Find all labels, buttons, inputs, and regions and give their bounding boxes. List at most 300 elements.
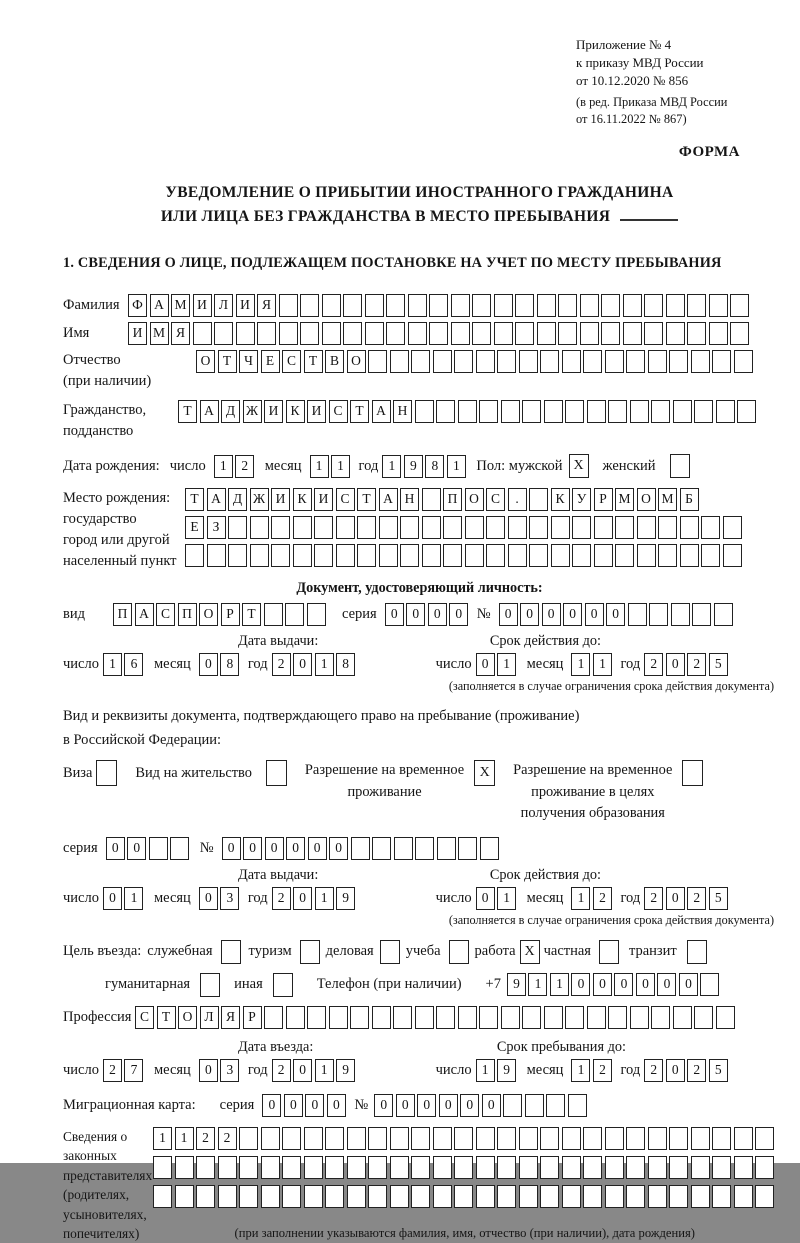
form-cell: 0 (476, 653, 495, 676)
purpose-transit-checkbox (687, 940, 707, 964)
form-cell (583, 1185, 602, 1208)
form-cell (365, 322, 384, 345)
day-word: число (435, 1061, 472, 1078)
form-cell (465, 544, 484, 567)
patronymic-cells (196, 350, 755, 373)
form-cell: 1 (571, 887, 590, 910)
form-cell: 0 (199, 1059, 218, 1082)
form-cell: 1 (550, 973, 569, 996)
form-cell (529, 488, 548, 511)
doc-valid-month-cells (571, 653, 614, 676)
form-cell: 9 (497, 1059, 516, 1082)
form-cell: 2 (593, 1059, 612, 1082)
form-cell (307, 1006, 326, 1029)
form-cell (658, 544, 677, 567)
form-cell (170, 837, 189, 860)
form-cell (734, 1185, 753, 1208)
form-cell: 0 (563, 603, 582, 626)
form-cell (368, 1185, 387, 1208)
form-cell (394, 837, 413, 860)
form-cell: 2 (644, 887, 663, 910)
form-cell: Я (257, 294, 276, 317)
form-cell (408, 322, 427, 345)
form-cell (415, 400, 434, 423)
form-cell (451, 294, 470, 317)
form-cell (261, 1185, 280, 1208)
form-cell: 0 (499, 603, 518, 626)
form-cell (390, 1156, 409, 1179)
form-cell: 2 (272, 887, 291, 910)
form-cell: 1 (175, 1127, 194, 1150)
form-cell (519, 1127, 538, 1150)
form-cell (615, 516, 634, 539)
form-cell: 0 (406, 603, 425, 626)
form-cell: 0 (482, 1094, 501, 1117)
purpose-tourism-label: туризм (248, 943, 292, 960)
month-word: месяц (526, 1061, 564, 1078)
form-cell: Н (400, 488, 419, 511)
form-cell: Т (357, 488, 376, 511)
year-word: год (358, 457, 379, 474)
form-cell (415, 837, 434, 860)
form-cell: А (135, 603, 154, 626)
form-cell (623, 294, 642, 317)
form-cell (565, 400, 584, 423)
purpose-business-label: деловая (325, 943, 374, 960)
form-cell (479, 400, 498, 423)
form-cell (497, 1156, 516, 1179)
form-cell (408, 294, 427, 317)
form-cell (587, 400, 606, 423)
form-cell: 0 (439, 1094, 458, 1117)
form-cell: 2 (272, 1059, 291, 1082)
entry-purpose-label: Цель въезда: (63, 943, 142, 960)
form-cell (497, 1127, 516, 1150)
form-cell: 0 (585, 603, 604, 626)
form-cell (282, 1185, 301, 1208)
form-cell (153, 1156, 172, 1179)
temp-residence-checkbox: X (474, 760, 495, 786)
form-cell (666, 294, 685, 317)
birthplace-row2-cells (185, 516, 744, 539)
form-cell: 1 (382, 455, 401, 478)
doc-valid-day-cells (476, 653, 519, 676)
form-cell (433, 1185, 452, 1208)
form-cell: 2 (687, 653, 706, 676)
form-cell: И (307, 400, 326, 423)
form-cell (443, 516, 462, 539)
form-cell: 0 (374, 1094, 393, 1117)
form-cell: 1 (315, 653, 334, 676)
form-cell: 0 (103, 887, 122, 910)
form-cell (386, 322, 405, 345)
entry-date-heading: Дата въезда: (238, 1038, 314, 1055)
form-cell: 0 (614, 973, 633, 996)
given-name-cells (128, 322, 752, 345)
form-cell (443, 544, 462, 567)
form-cell: 0 (293, 1059, 312, 1082)
permit-valid-until-heading: Срок действия до: (489, 866, 601, 883)
form-cell: 0 (262, 1094, 281, 1117)
form-cell: И (236, 294, 255, 317)
form-cell: 2 (644, 653, 663, 676)
form-cell (293, 544, 312, 567)
residence-doc-options (63, 760, 776, 825)
month-word: месяц (526, 889, 564, 906)
form-cell (519, 1156, 538, 1179)
form-cell (479, 1006, 498, 1029)
form-cell (325, 1185, 344, 1208)
form-cell (271, 544, 290, 567)
annex-line: Приложение № 4 (576, 37, 672, 52)
form-cell: 0 (657, 973, 676, 996)
form-cell (239, 1185, 258, 1208)
form-cell: А (207, 488, 226, 511)
form-cell (476, 1156, 495, 1179)
form-cell (755, 1185, 774, 1208)
form-cell (587, 1006, 606, 1029)
form-cell (379, 544, 398, 567)
form-cell (422, 544, 441, 567)
form-cell (458, 1006, 477, 1029)
form-cell (472, 294, 491, 317)
form-cell: Я (171, 322, 190, 345)
form-cell: 0 (571, 973, 590, 996)
form-cell: 9 (507, 973, 526, 996)
purpose-study-checkbox (449, 940, 469, 964)
form-cell (476, 1185, 495, 1208)
stay-day-cells (476, 1059, 519, 1082)
purpose-humanitarian-label: гуманитарная (105, 976, 191, 993)
form-cell: И (193, 294, 212, 317)
form-cell (626, 1156, 645, 1179)
form-cell (494, 322, 513, 345)
doc-valid-year-cells (644, 653, 730, 676)
form-cell: 0 (286, 837, 305, 860)
form-cell: 3 (220, 887, 239, 910)
representatives-row3-cells (153, 1185, 777, 1208)
form-cell (379, 516, 398, 539)
form-cell: 2 (272, 653, 291, 676)
year-word: год (247, 889, 268, 906)
form-cell (605, 1185, 624, 1208)
form-cell: Т (218, 350, 237, 373)
form-cell: А (379, 488, 398, 511)
form-cell (522, 1006, 541, 1029)
form-cell: 9 (404, 455, 423, 478)
form-cell (551, 516, 570, 539)
form-cell (546, 1094, 565, 1117)
day-word: число (435, 889, 472, 906)
form-cell (454, 1185, 473, 1208)
form-cell: 7 (124, 1059, 143, 1082)
form-cell (734, 1127, 753, 1150)
form-cell (734, 1156, 753, 1179)
form-cell: О (178, 1006, 197, 1029)
permit-issue-month-cells (199, 887, 242, 910)
form-cell (193, 322, 212, 345)
form-cell (544, 400, 563, 423)
form-title-line2: ИЛИ ЛИЦА БЕЗ ГРАЖДАНСТВА В МЕСТО ПРЕБЫВАНИЯ (160, 208, 611, 226)
form-cell (279, 322, 298, 345)
form-cell: 1 (476, 1059, 495, 1082)
form-cell: 8 (220, 653, 239, 676)
form-cell: Т (178, 400, 197, 423)
form-cell (250, 544, 269, 567)
migration-number-label: № (354, 1096, 369, 1113)
form-cell: 0 (106, 837, 125, 860)
form-cell (264, 603, 283, 626)
form-cell: 1 (331, 455, 350, 478)
form-cell (329, 1006, 348, 1029)
form-cell: Д (221, 400, 240, 423)
doc-restriction-note: (заполняется в случае ограничения срока действия документа) (448, 679, 774, 694)
form-cell (649, 603, 668, 626)
form-cell (626, 350, 645, 373)
form-cell (701, 516, 720, 539)
form-cell (429, 322, 448, 345)
purpose-business-checkbox (380, 940, 400, 964)
form-cell (508, 544, 527, 567)
stay-until-heading: Срок пребывания до: (496, 1038, 626, 1055)
form-cell (734, 350, 753, 373)
form-cell (723, 544, 742, 567)
annex-line: от 10.12.2020 № 856 (576, 73, 689, 89)
form-cell (522, 400, 541, 423)
form-cell (637, 544, 656, 567)
doc-type-cells (113, 603, 328, 626)
annex-reference (576, 36, 776, 128)
form-cell (494, 294, 513, 317)
form-cell (422, 488, 441, 511)
form-cell: 2 (218, 1127, 237, 1150)
annex-line: к приказу МВД России (576, 55, 704, 71)
form-cell: 2 (103, 1059, 122, 1082)
form-cell (293, 516, 312, 539)
form-cell: 0 (520, 603, 539, 626)
form-cell (692, 603, 711, 626)
form-cell: Я (221, 1006, 240, 1029)
temp-residence-edu-checkbox (682, 760, 703, 786)
form-cell (605, 350, 624, 373)
form-cell: А (372, 400, 391, 423)
form-cell (525, 1094, 544, 1117)
form-cell (601, 322, 620, 345)
representatives-cell-rows (153, 1127, 777, 1241)
form-cell: 2 (593, 887, 612, 910)
migration-series-label: серия (219, 1096, 255, 1113)
form-cell (433, 1127, 452, 1150)
form-cell (626, 1185, 645, 1208)
representatives-row1-cells (153, 1127, 777, 1150)
form-cell: 0 (606, 603, 625, 626)
purpose-work-checkbox: X (520, 940, 540, 964)
gender-female-checkbox (670, 454, 690, 478)
form-cell (594, 544, 613, 567)
day-word: число (169, 457, 206, 474)
birthplace-label: Место рождения: государство город или другой населенный пункт (63, 490, 177, 570)
form-cell: М (615, 488, 634, 511)
form-cell: 1 (593, 653, 612, 676)
form-cell (422, 516, 441, 539)
form-cell (637, 516, 656, 539)
form-cell (368, 1127, 387, 1150)
form-cell (300, 322, 319, 345)
birth-day-cells (214, 455, 257, 478)
form-cell (228, 544, 247, 567)
citizenship-label: Гражданство, подданство (63, 402, 147, 440)
form-cell (515, 322, 534, 345)
form-cell (671, 603, 690, 626)
form-cell: М (658, 488, 677, 511)
surname-cells (128, 294, 752, 317)
form-cell (472, 322, 491, 345)
form-cell (454, 1127, 473, 1150)
doc-issue-day-cells (103, 653, 146, 676)
form-cell (737, 400, 756, 423)
form-cell: Т (185, 488, 204, 511)
purpose-private-checkbox (599, 940, 619, 964)
form-cell (572, 516, 591, 539)
form-cell (286, 1006, 305, 1029)
form-cell: 5 (709, 1059, 728, 1082)
form-cell (709, 294, 728, 317)
form-cell (694, 1006, 713, 1029)
form-cell: С (486, 488, 505, 511)
form-cell: 0 (199, 653, 218, 676)
form-cell: 1 (315, 887, 334, 910)
form-cell: 2 (687, 1059, 706, 1082)
form-cell (411, 350, 430, 373)
representatives-row2-cells (153, 1156, 777, 1179)
doc-number-cells (499, 603, 736, 626)
form-cell (228, 516, 247, 539)
birthplace-row3-cells (185, 544, 744, 567)
permit-issue-day-cells (103, 887, 146, 910)
annex-note-line: (в ред. Приказа МВД России (576, 94, 728, 109)
patronymic-label: Отчество (при наличии) (63, 352, 152, 390)
form-cell (630, 400, 649, 423)
given-name-label: Имя (63, 325, 90, 342)
form-cell: 1 (497, 653, 516, 676)
form-cell (691, 1156, 710, 1179)
form-cell (519, 350, 538, 373)
form-cell: Р (594, 488, 613, 511)
form-cell (300, 294, 319, 317)
form-cell: Н (393, 400, 412, 423)
form-cell (630, 1006, 649, 1029)
form-cell (372, 1006, 391, 1029)
form-cell: 2 (687, 887, 706, 910)
form-cell: П (113, 603, 132, 626)
section1-heading: 1. СВЕДЕНИЯ О ЛИЦЕ, ПОДЛЕЖАЩЕМ ПОСТАНОВКЕ НА УЧЕТ ПО МЕСТУ ПРЕБЫВАНИЯ (63, 255, 722, 272)
form-cell: 0 (417, 1094, 436, 1117)
form-cell (343, 294, 362, 317)
form-cell (583, 1127, 602, 1150)
year-word: год (620, 1061, 641, 1078)
purpose-private-label: частная (543, 943, 591, 960)
form-cell: 0 (542, 603, 561, 626)
form-cell (400, 516, 419, 539)
birth-month-cells (310, 455, 353, 478)
form-cell (669, 1127, 688, 1150)
form-cell (673, 400, 692, 423)
form-cell: О (347, 350, 366, 373)
phone-prefix: +7 (485, 976, 501, 993)
month-word: месяц (526, 656, 564, 673)
visa-label: Виза (63, 764, 93, 781)
form-cell: 0 (308, 837, 327, 860)
form-cell (709, 322, 728, 345)
form-cell (390, 350, 409, 373)
stay-month-cells (571, 1059, 614, 1082)
form-cell: К (551, 488, 570, 511)
form-cell: 0 (636, 973, 655, 996)
form-cell: И (271, 488, 290, 511)
purpose-transit-label: транзит (628, 943, 677, 960)
form-cell: О (637, 488, 656, 511)
month-word: месяц (153, 1061, 191, 1078)
form-cell (433, 350, 452, 373)
form-cell (393, 1006, 412, 1029)
form-cell (261, 1156, 280, 1179)
purpose-official-label: служебная (147, 943, 213, 960)
form-title-line1: УВЕДОМЛЕНИЕ О ПРИБЫТИИ ИНОСТРАННОГО ГРАЖДАНИНА (165, 184, 674, 202)
form-cell (714, 603, 733, 626)
form-cell (701, 544, 720, 567)
form-cell: 1 (214, 455, 233, 478)
form-cell (282, 1156, 301, 1179)
form-cell (239, 1156, 258, 1179)
purpose-study-label: учеба (405, 943, 441, 960)
phone-cells (507, 973, 722, 996)
form-cell (540, 1127, 559, 1150)
permit-series-cells (106, 837, 192, 860)
form-cell (651, 400, 670, 423)
form-cell: 8 (425, 455, 444, 478)
form-cell (503, 1094, 522, 1117)
representatives-note: (при заполнении указываются фамилия, имя, отчество (при наличии), дата рождения) (234, 1225, 695, 1240)
form-cell (537, 322, 556, 345)
month-word: месяц (264, 457, 302, 474)
profession-cells (135, 1006, 737, 1029)
form-cell (261, 1127, 280, 1150)
day-word: число (63, 889, 99, 906)
form-cell (712, 350, 731, 373)
form-cell: 1 (315, 1059, 334, 1082)
form-cell (336, 516, 355, 539)
form-cell (411, 1156, 430, 1179)
form-cell: У (572, 488, 591, 511)
permit-series-label: серия (63, 839, 98, 856)
month-word: месяц (153, 889, 191, 906)
form-cell (716, 1006, 735, 1029)
year-word: год (620, 889, 641, 906)
form-cell: Т (157, 1006, 176, 1029)
form-cell (605, 1127, 624, 1150)
form-cell (651, 1006, 670, 1029)
form-cell: К (293, 488, 312, 511)
form-title (63, 181, 776, 229)
temp-residence-edu-label: Разрешение на временное проживание в целях получения образования (513, 761, 673, 822)
purpose-tourism-checkbox (300, 940, 320, 964)
permit-issue-date-heading: Дата выдачи: (238, 866, 319, 883)
form-cell: 0 (460, 1094, 479, 1117)
form-cell (497, 1185, 516, 1208)
form-cell: 0 (396, 1094, 415, 1117)
permit-number-cells (222, 837, 502, 860)
form-cell (343, 322, 362, 345)
